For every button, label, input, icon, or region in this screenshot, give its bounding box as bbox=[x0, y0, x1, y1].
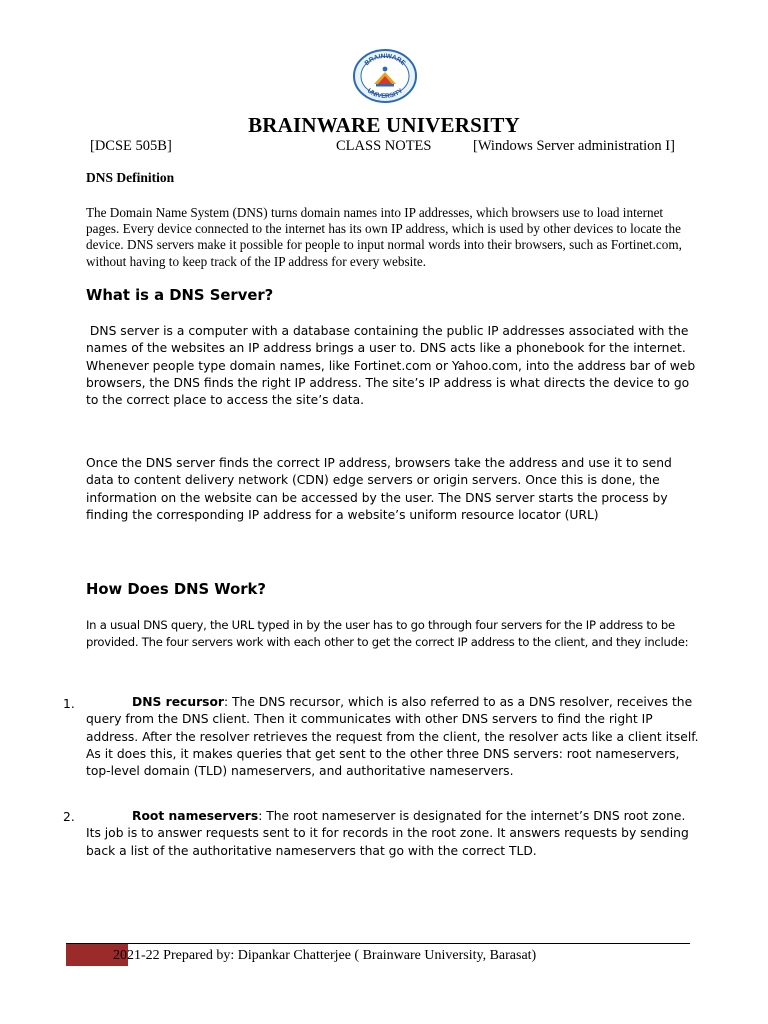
dns-definition-heading: DNS Definition bbox=[86, 170, 175, 185]
list-item-term: Root nameservers bbox=[132, 809, 259, 823]
footer-divider bbox=[66, 943, 690, 944]
university-logo bbox=[352, 48, 418, 104]
list-item-text: : The DNS recursor, which is also referred to as a DNS resolver, receives the query from the DNS client. Then it communicates with other DNS servers to find the right IP address. After the resolver retrieves the request from the client, the resolver acts like a client itself. As it does this, it makes queries that get sent to the other three DNS servers: root nameservers, top-level domain (TLD) nameservers, and authoritative nameservers. bbox=[86, 695, 699, 779]
list-item bbox=[86, 808, 701, 860]
university-title: BRAINWARE UNIVERSITY bbox=[248, 113, 520, 137]
dns-server-paragraph-2: Once the DNS server finds the correct IP address, browsers take the address and use it to send data to content delivery network (CDN) edge servers or origin servers. Once this is done, the information on the website can be accessed by the user. The DNS server starts the process by finding the corresponding IP address for a website’s uniform resource locator (URL) bbox=[86, 456, 672, 522]
document-type: CLASS NOTES bbox=[336, 138, 432, 154]
course-code: [DCSE 505B] bbox=[90, 138, 172, 154]
logo-top-text: BRAINWARE bbox=[363, 52, 407, 68]
dns-definition-paragraph: The Domain Name System (DNS) turns domain names into IP addresses, which browsers use to load internet pages. Every device connected to the internet has its own IP address, which is used by other devices to locate the device. DNS servers make it possible for people to input normal words into their browsers, such as Fortinet.com, without having to keep track of the IP address for every website. bbox=[86, 205, 682, 269]
logo-bottom-text: UNIVERSITY bbox=[365, 87, 405, 101]
course-subject: [Windows Server administration I] bbox=[473, 138, 675, 154]
list-number: 2. bbox=[63, 810, 75, 824]
list-number: 1. bbox=[63, 697, 75, 711]
dns-work-intro: In a usual DNS query, the URL typed in by the user has to go through four servers for the IP address to be provided. The four servers work with each other to get the correct IP address to the client, and they include: bbox=[86, 618, 689, 649]
list-item-text: : The root nameserver is designated for the internet’s DNS root zone. Its job is to answer requests sent to it for records in the root zone. It answers requests by sending back a list of the authoritative nameservers that go with the correct TLD. bbox=[86, 809, 689, 858]
dns-server-heading: What is a DNS Server? bbox=[86, 287, 274, 304]
list-item bbox=[86, 694, 701, 780]
footer-text: 2021-22 Prepared by: Dipankar Chatterjee ( Brainware University, Barasat) bbox=[113, 948, 537, 963]
list-item-term: DNS recursor bbox=[132, 695, 224, 709]
dns-work-heading: How Does DNS Work? bbox=[86, 581, 266, 598]
dns-server-paragraph-1: DNS server is a computer with a database containing the public IP addresses associated with the names of the websites an IP address brings a user to. DNS acts like a phonebook for the internet. Whenever people type domain names, like Fortinet.com or Yahoo.com, into the address bar of web browsers, the DNS finds the right IP address. The site’s IP address is what directs the device to go to the correct place to access the site’s data. bbox=[86, 324, 700, 408]
